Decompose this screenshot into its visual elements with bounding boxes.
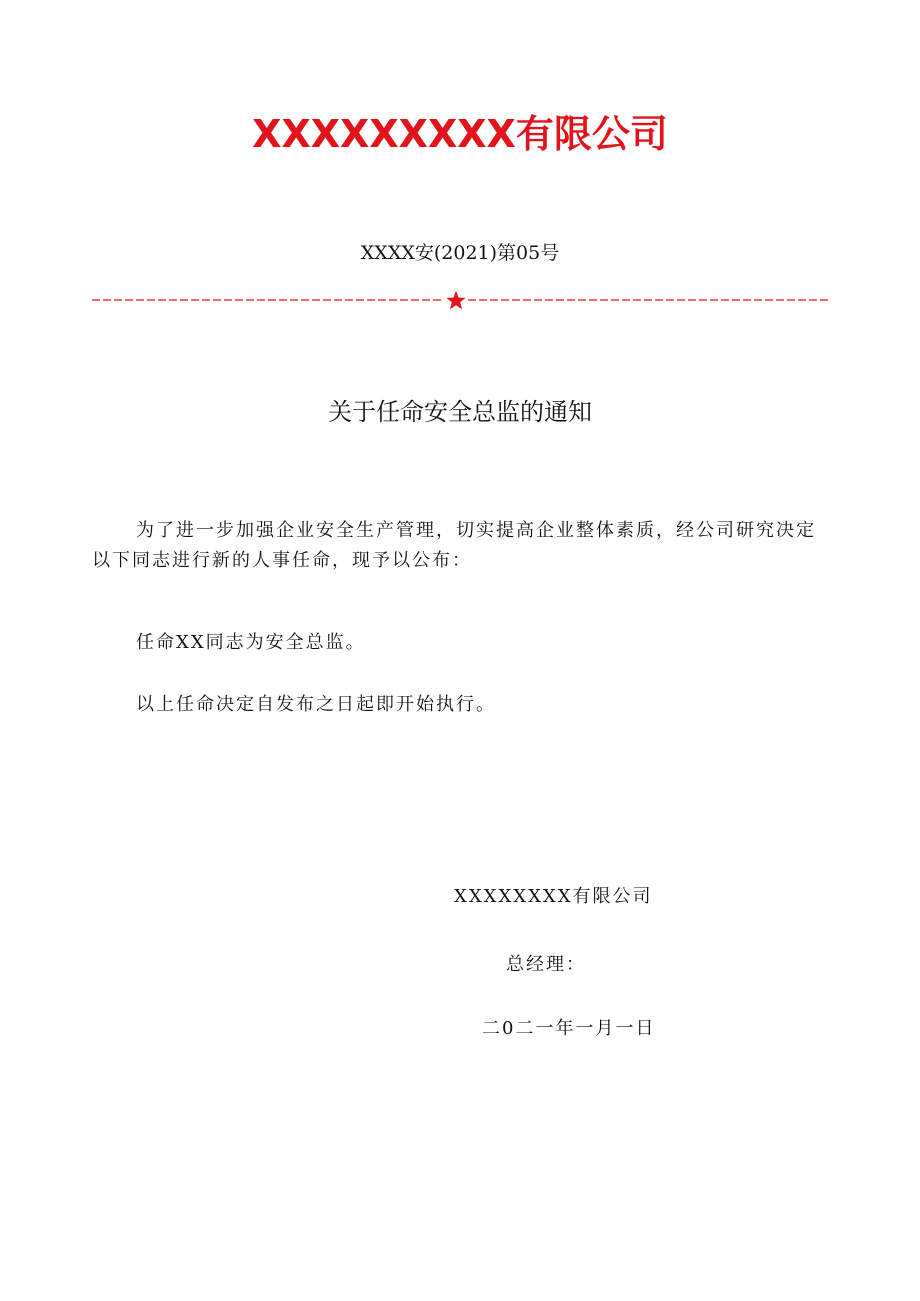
body-paragraph-1: 为了进一步加强企业安全生产管理，切实提高企业整体素质，经公司研究决定以下同志进行新的人事任命，现予以公布： [92, 520, 816, 571]
signature-date: 二0二一年一月一日 [482, 1018, 656, 1039]
header-separator [92, 288, 828, 312]
signature-manager-label: 总经理： [506, 954, 586, 975]
signature-company: XXXXXXXX有限公司 [454, 886, 653, 907]
company-header: XXXXXXXXX有限公司 [252, 112, 668, 156]
notice-title: 关于任命安全总监的通知 [328, 398, 592, 426]
document-number: XXXX安(2021)第05号 [360, 242, 560, 264]
body-paragraph-3: 以上任命决定自发布之日起即开始执行。 [136, 694, 496, 715]
star-icon [446, 291, 465, 309]
body-paragraph-2: 任命XX同志为安全总监。 [136, 632, 366, 653]
